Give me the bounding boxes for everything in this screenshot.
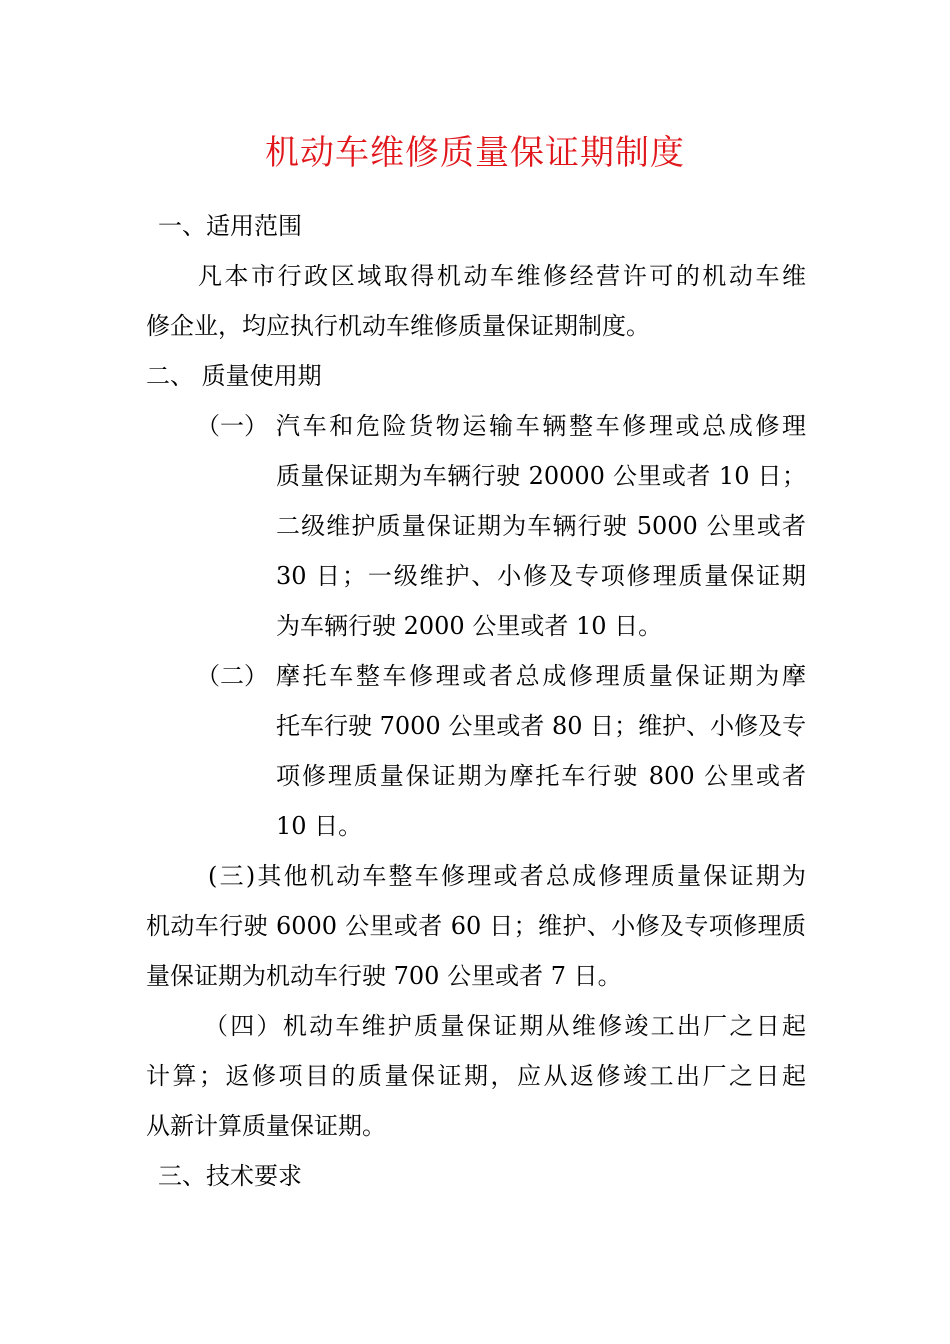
paragraph-line: 机动车行驶 6000 公里或者 60 日；维护、小修及专项修理质 xyxy=(146,912,806,940)
paragraph-line: （四）机动车维护质量保证期从维修竣工出厂之日起 xyxy=(204,1012,806,1040)
paragraph-line: (三)其他机动车整车修理或者总成修理质量保证期为 xyxy=(208,862,806,890)
section-heading-technical-requirements: 三、技术要求 xyxy=(158,1162,302,1190)
list-item-line: 10 日。 xyxy=(276,812,363,840)
list-marker: （二） xyxy=(196,662,268,690)
paragraph-line: 凡本市行政区域取得机动车维修经营许可的机动车维 xyxy=(198,262,806,290)
section-heading-warranty-period: 二、 质量使用期 xyxy=(146,362,322,390)
section-heading-scope: 一、适用范围 xyxy=(158,212,302,240)
paragraph-line: 计算；返修项目的质量保证期，应从返修竣工出厂之日起 xyxy=(146,1062,806,1090)
paragraph-line: 修企业，均应执行机动车维修质量保证期制度。 xyxy=(146,312,650,340)
list-item-line: 二级维护质量保证期为车辆行驶 5000 公里或者 xyxy=(276,512,806,540)
list-item-line: 汽车和危险货物运输车辆整车修理或总成修理 xyxy=(276,412,806,440)
paragraph-line: 量保证期为机动车行驶 700 公里或者 7 日。 xyxy=(146,962,622,990)
list-item-line: 质量保证期为车辆行驶 20000 公里或者 10 日； xyxy=(276,462,806,490)
list-item-line: 项修理质量保证期为摩托车行驶 800 公里或者 xyxy=(276,762,806,790)
list-item-line: 30 日；一级维护、小修及专项修理质量保证期 xyxy=(276,562,806,590)
list-item-line: 托车行驶 7000 公里或者 80 日；维护、小修及专 xyxy=(276,712,807,740)
list-marker: （一） xyxy=(196,412,268,440)
list-item-line: 摩托车整车修理或者总成修理质量保证期为摩 xyxy=(276,662,806,690)
document-title: 机动车维修质量保证期制度 xyxy=(265,133,685,173)
paragraph-line: 从新计算质量保证期。 xyxy=(146,1112,386,1140)
list-item-line: 为车辆行驶 2000 公里或者 10 日。 xyxy=(276,612,663,640)
